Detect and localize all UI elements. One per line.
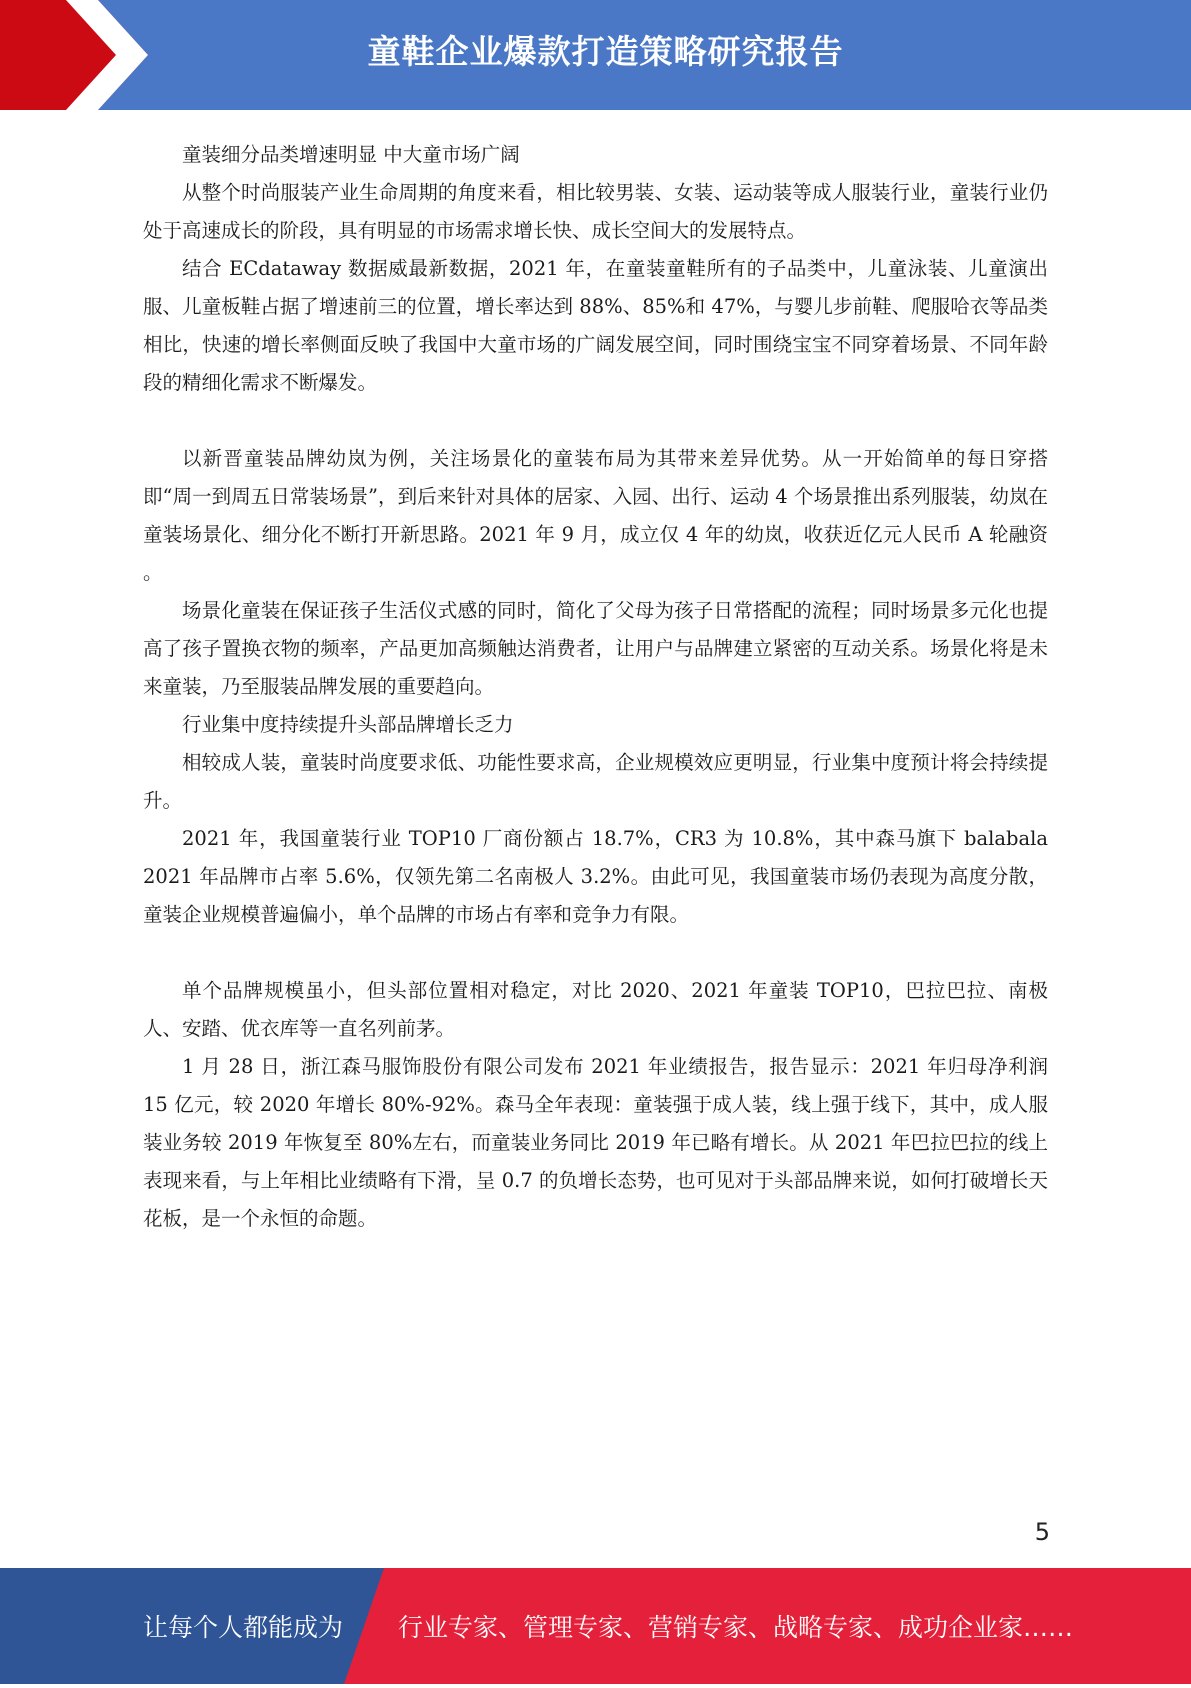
section-heading: 行业集中度持续提升头部品牌增长乏力 — [182, 713, 514, 736]
blank-line — [143, 934, 1048, 972]
footer-slogan-right: 行业专家、管理专家、营销专家、战略专家、成功企业家…… — [398, 1613, 1074, 1642]
footer-band — [0, 1568, 1191, 1684]
blank-line — [143, 402, 1048, 440]
paragraph: 单个品牌规模虽小，但头部位置相对稳定，对比 2020、2021 年童装 TOP10，巴拉巴拉、南极人、安踏、优衣库等一直名列前茅。 — [143, 979, 1048, 1040]
paragraph: 2021 年，我国童装行业 TOP10 厂商份额占 18.7%，CR3 为 10.8%，其中森马旗下 balabala 2021 年品牌市占率 5.6%，仅领先第二名南极人 3.2%。由此可见，我国童装市场仍表现为高度分散，童装企业规模普遍偏小，单个品牌的市场占有率和竞争力有限。 — [143, 827, 1048, 926]
page-number: 5 — [1034, 1518, 1050, 1546]
report-title: 童鞋企业爆款打造策略研究报告 — [367, 32, 844, 71]
paragraph: 以新晋童装品牌幼岚为例，关注场景化的童装布局为其带来差异优势。从一开始简单的每日穿搭即“周一到周五日常装场景”，到后来针对具体的居家、入园、出行、运动 4 个场景推出系列服装，幼岚在童装场景化、细分化不断打开新思路。2021 年 9 月，成立仅 4 年的幼岚，收获近亿元人民币 A 轮融资 。 — [143, 447, 1048, 584]
paragraph: 从整个时尚服装产业生命周期的角度来看，相比较男装、女装、运动装等成人服装行业，童装行业仍处于高速成长的阶段，具有明显的市场需求增长快、成长空间大的发展特点。 — [143, 181, 1048, 242]
footer-slogan-left: 让每个人都能成为 — [143, 1613, 344, 1642]
paragraph: 场景化童装在保证孩子生活仪式感的同时，简化了父母为孩子日常搭配的流程；同时场景多元化也提高了孩子置换衣物的频率，产品更加高频触达消费者，让用户与品牌建立紧密的互动关系。场景化将是未来童装，乃至服装品牌发展的重要趋向。 — [143, 599, 1048, 698]
paragraph: 相较成人装，童装时尚度要求低、功能性要求高，企业规模效应更明显，行业集中度预计将会持续提升。 — [143, 751, 1048, 812]
report-body — [143, 136, 1048, 1238]
section-heading: 童装细分品类增速明显 中大童市场广阔 — [182, 143, 520, 166]
paragraph: 结合 ECdataway 数据威最新数据，2021 年，在童装童鞋所有的子品类中，儿童泳装、儿童演出服、儿童板鞋占据了增速前三的位置，增长率达到 88%、85%和 47%，与婴儿步前鞋、爬服哈衣等品类相比，快速的增长率侧面反映了我国中大童市场的广阔发展空间，同时围绕宝宝不同穿着场景、不同年龄段的精细化需求不断爆发。 — [143, 257, 1048, 394]
paragraph: 1 月 28 日，浙江森马服饰股份有限公司发布 2021 年业绩报告，报告显示：2021 年归母净利润 15 亿元，较 2020 年增长 80%-92%。森马全年表现：童装强于成人装，线上强于线下，其中，成人服装业务较 2019 年恢复至 80%左右，而童装业务同比 2019 年已略有增长。从 2021 年巴拉巴拉的线上表现来看，与上年相比业绩略有下滑，呈 0.7 的负增长态势，也可见对于头部品牌来说，如何打破增长天花板，是一个永恒的命题。 — [143, 1055, 1048, 1230]
header-band — [0, 0, 1191, 110]
